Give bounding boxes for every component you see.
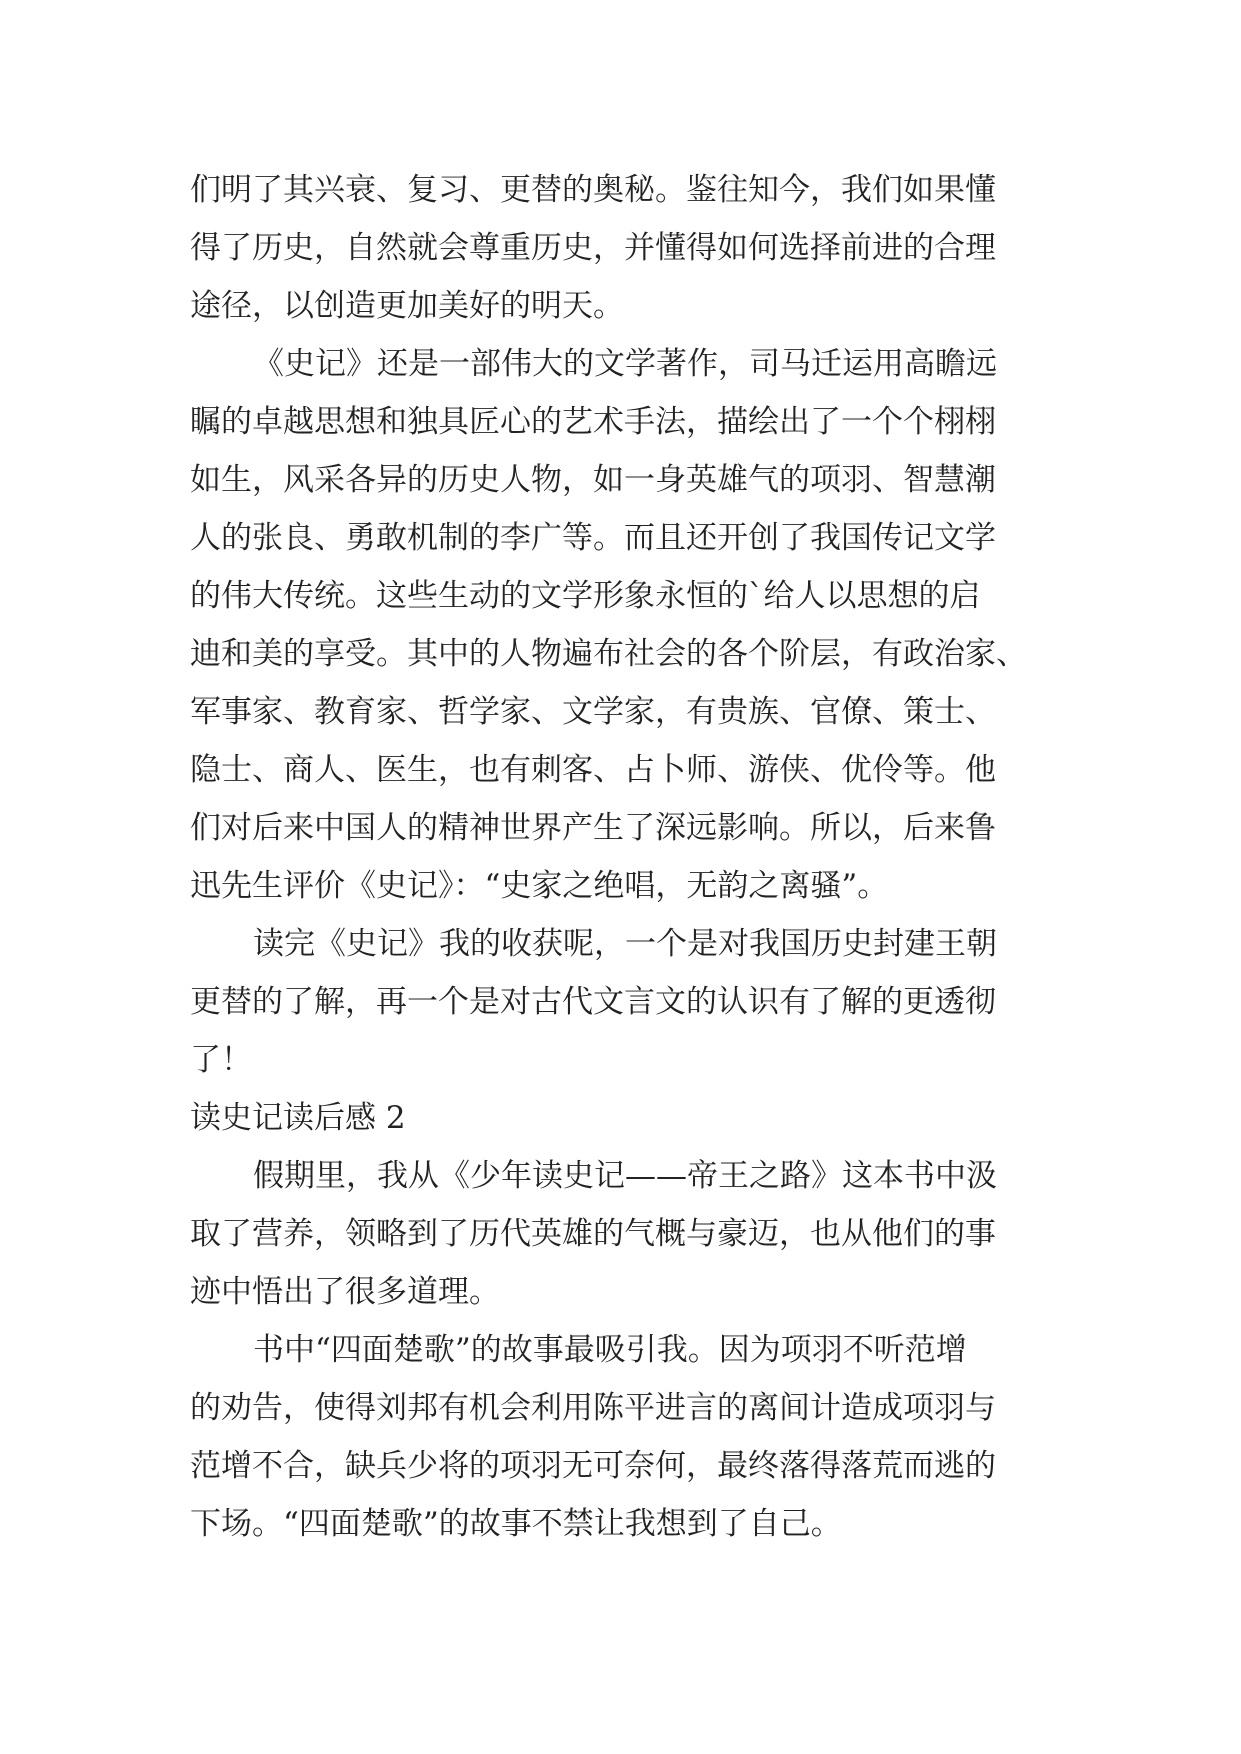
text-line: 们明了其兴衰、复习、更替的奥秘。鉴往知今，我们如果懂 — [190, 172, 996, 208]
text-line: 迅先生评价《史记》：“史家之绝唱，无韵之离骚”。 — [190, 868, 889, 904]
text-line: 范增不合，缺兵少将的项羽无可奈何，最终落得落荒而逃的 — [190, 1448, 996, 1484]
text-line: 如生，风采各异的历史人物，如一身英雄气的项羽、智慧潮 — [190, 462, 996, 498]
paragraph-first-line: 《史记》还是一部伟大的文学著作，司马迁运用高瞻远 — [253, 346, 997, 382]
paragraph-first-line: 读完《史记》我的收获呢，一个是对我国历史封建王朝 — [253, 926, 997, 962]
paragraph-first-line: 假期里，我从《少年读史记——帝王之路》这本书中汲 — [253, 1158, 997, 1194]
text-line: 更替的了解，再一个是对古代文言文的认识有了解的更透彻 — [190, 984, 996, 1020]
text-line: 军事家、教育家、哲学家、文学家，有贵族、官僚、策士、 — [190, 694, 996, 730]
text-line: 取了营养，领略到了历代英雄的气概与豪迈，也从他们的事 — [190, 1216, 996, 1252]
paragraph-first-line: 书中“四面楚歌”的故事最吸引我。因为项羽不听范增 — [253, 1332, 967, 1368]
text-line: 隐士、商人、医生，也有刺客、占卜师、游侠、优伶等。他 — [190, 752, 996, 788]
text-line: 了！ — [190, 1042, 252, 1078]
text-line: 们对后来中国人的精神世界产生了深远影响。所以，后来鲁 — [190, 810, 996, 846]
section-heading: 读史记读后感 2 — [190, 1100, 406, 1136]
text-line: 人的张良、勇敢机制的李广等。而且还开创了我国传记文学 — [190, 520, 996, 556]
text-line: 得了历史，自然就会尊重历史，并懂得如何选择前进的合理 — [190, 230, 996, 266]
text-line: 迹中悟出了很多道理。 — [190, 1274, 500, 1310]
text-line: 瞩的卓越思想和独具匠心的艺术手法，描绘出了一个个栩栩 — [190, 404, 996, 440]
text-line: 的劝告，使得刘邦有机会利用陈平进言的离间计造成项羽与 — [190, 1390, 996, 1426]
text-line: 途径，以创造更加美好的明天。 — [190, 288, 624, 324]
text-line: 的伟大传统。这些生动的文学形象永恒的`给人以思想的启 — [190, 578, 981, 614]
text-line: 迪和美的享受。其中的人物遍布社会的各个阶层，有政治家、 — [190, 636, 1027, 672]
text-line: 下场。“四面楚歌”的故事不禁让我想到了自己。 — [190, 1506, 842, 1542]
